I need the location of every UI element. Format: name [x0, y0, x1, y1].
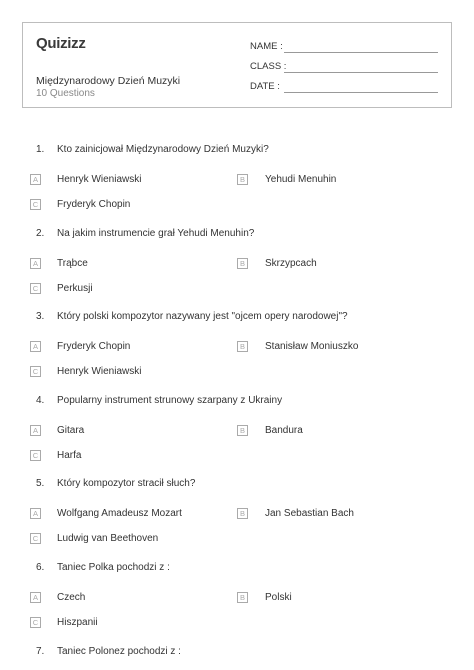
- question-text: Który kompozytor stracił słuch?: [57, 478, 196, 489]
- option-a-box[interactable]: A: [30, 508, 41, 519]
- question-text: Kto zainicjował Międzynarodowy Dzień Muzyki?: [57, 144, 269, 155]
- option-c-text: Harfa: [57, 450, 82, 461]
- option-c-box[interactable]: C: [30, 617, 41, 628]
- option-b-text: Yehudi Menuhin: [265, 174, 337, 185]
- option-a-text: Henryk Wieniawski: [57, 174, 142, 185]
- question-number: 7.: [36, 646, 45, 657]
- question-text: Taniec Polonez pochodzi z :: [57, 646, 181, 657]
- option-c-text: Fryderyk Chopin: [57, 199, 131, 210]
- question-text: Popularny instrument strunowy szarpany z Ukrainy: [57, 395, 283, 406]
- date-field[interactable]: [284, 92, 438, 93]
- question-number: 3.: [36, 311, 45, 322]
- option-c-box[interactable]: C: [30, 366, 41, 377]
- option-c-box[interactable]: C: [30, 283, 41, 294]
- question-count: 10 Questions: [36, 88, 95, 99]
- question-number: 5.: [36, 478, 45, 489]
- option-c-box[interactable]: C: [30, 533, 41, 544]
- name-field[interactable]: [284, 52, 438, 53]
- worksheet-title: Międzynarodowy Dzień Muzyki: [36, 75, 181, 87]
- option-c-text: Hiszpanii: [57, 617, 98, 628]
- class-label: CLASS :: [250, 61, 287, 72]
- option-a-box[interactable]: A: [30, 258, 41, 269]
- question-number: 1.: [36, 144, 45, 155]
- option-a-box[interactable]: A: [30, 592, 41, 603]
- option-c-text: Ludwig van Beethoven: [57, 533, 159, 544]
- option-b-box[interactable]: B: [237, 258, 248, 269]
- option-b-text: Stanisław Moniuszko: [265, 341, 359, 352]
- class-field[interactable]: [284, 72, 438, 73]
- option-c-box[interactable]: C: [30, 450, 41, 461]
- option-b-box[interactable]: B: [237, 341, 248, 352]
- question-number: 2.: [36, 228, 45, 239]
- option-b-text: Jan Sebastian Bach: [265, 508, 354, 519]
- option-b-text: Skrzypcach: [265, 258, 317, 269]
- option-a-text: Gitara: [57, 425, 85, 436]
- date-label: DATE :: [250, 81, 280, 92]
- option-c-text: Henryk Wieniawski: [57, 366, 142, 377]
- question-text: Taniec Polka pochodzi z :: [57, 562, 170, 573]
- quizizz-logo: Quizizz: [36, 35, 86, 52]
- question-text: Który polski kompozytor nazywany jest "ojcem opery narodowej"?: [57, 311, 348, 322]
- option-a-text: Trąbce: [57, 258, 88, 269]
- option-b-text: Polski: [265, 592, 292, 603]
- option-c-box[interactable]: C: [30, 199, 41, 210]
- option-a-text: Wolfgang Amadeusz Mozart: [57, 508, 182, 519]
- option-a-box[interactable]: A: [30, 174, 41, 185]
- option-b-text: Bandura: [265, 425, 303, 436]
- question-text: Na jakim instrumencie grał Yehudi Menuhin?: [57, 228, 255, 239]
- option-b-box[interactable]: B: [237, 425, 248, 436]
- option-b-box[interactable]: B: [237, 508, 248, 519]
- name-label: NAME :: [250, 41, 283, 52]
- question-number: 6.: [36, 562, 45, 573]
- question-number: 4.: [36, 395, 45, 406]
- option-a-box[interactable]: A: [30, 341, 41, 352]
- option-b-box[interactable]: B: [237, 174, 248, 185]
- option-a-box[interactable]: A: [30, 425, 41, 436]
- option-a-text: Fryderyk Chopin: [57, 341, 131, 352]
- option-c-text: Perkusji: [57, 283, 93, 294]
- option-a-text: Czech: [57, 592, 86, 603]
- option-b-box[interactable]: B: [237, 592, 248, 603]
